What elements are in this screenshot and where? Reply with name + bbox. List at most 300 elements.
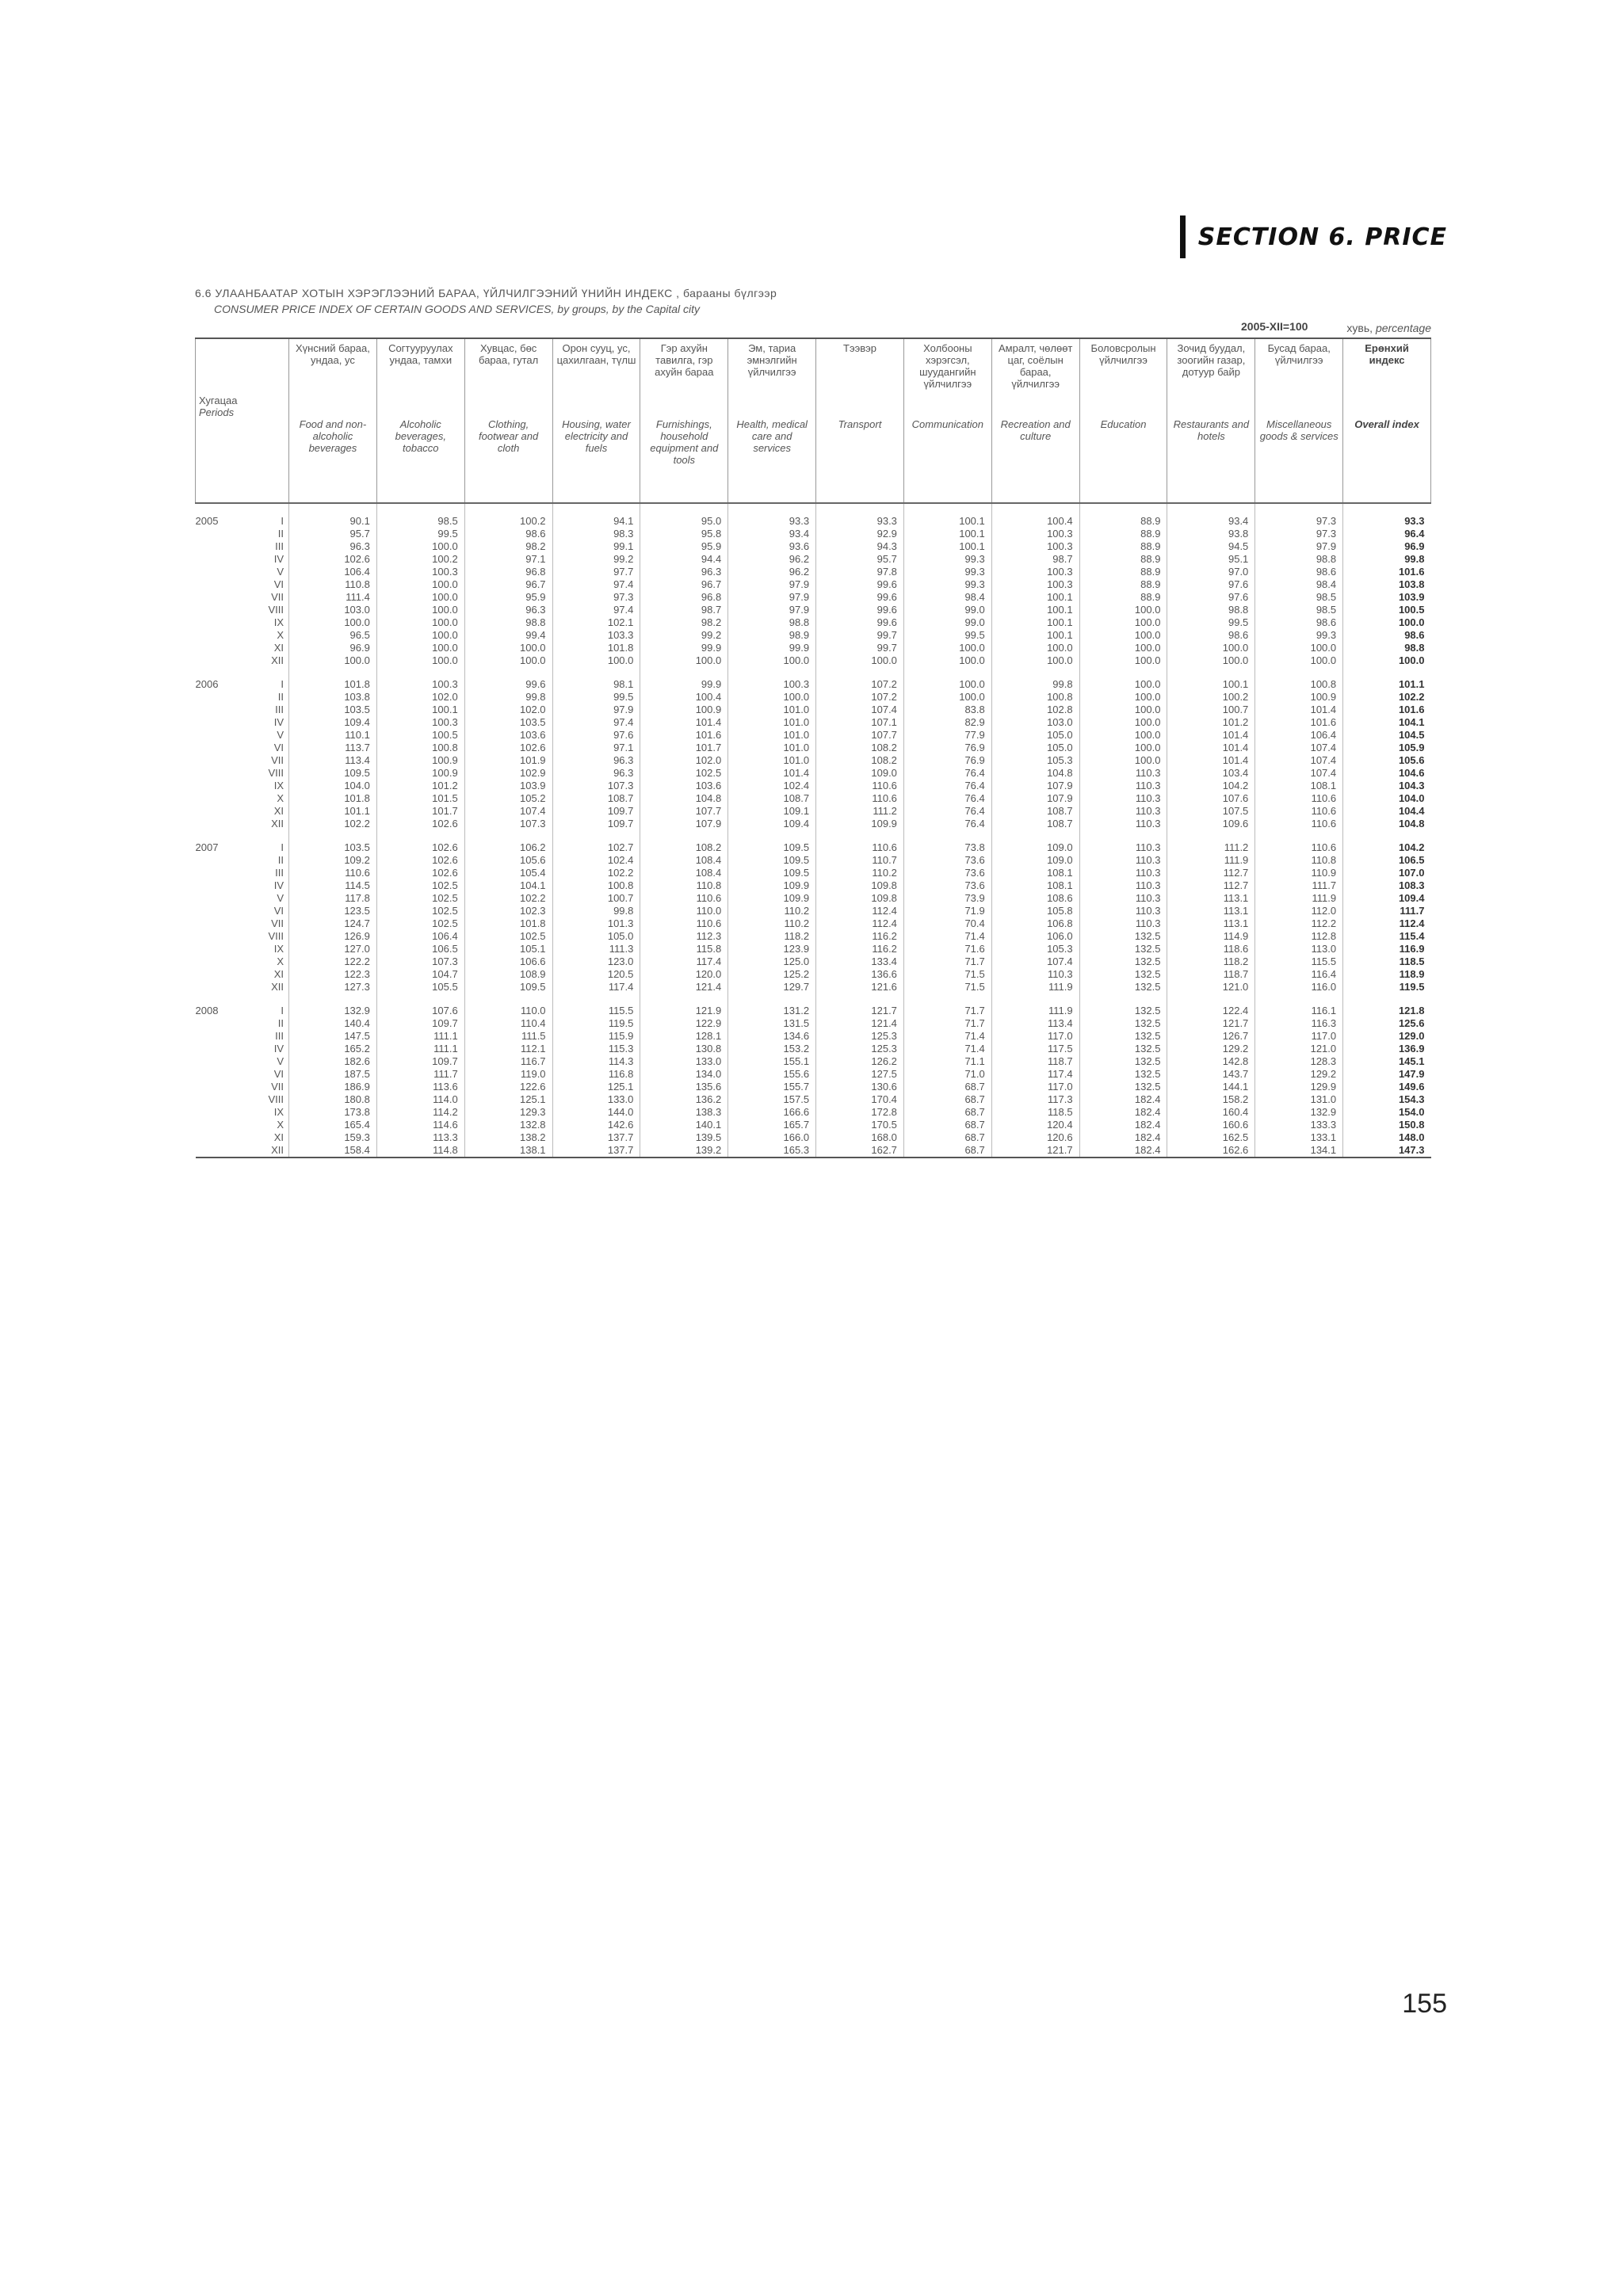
section-header (1180, 215, 1447, 258)
year-cell (196, 691, 258, 704)
value-cell: 100.0 (1079, 716, 1167, 729)
year-cell (196, 729, 258, 742)
value-cell: 76.4 (903, 792, 991, 805)
value-cell: 165.3 (728, 1144, 816, 1158)
value-cell: 99.7 (816, 642, 904, 654)
month-cell: XII (271, 981, 285, 993)
value-cell: 118.2 (728, 930, 816, 943)
value-cell: 100.0 (728, 691, 816, 704)
year-cell (196, 553, 258, 566)
value-cell: 73.6 (903, 879, 991, 892)
value-cell: 109.6 (1167, 818, 1255, 830)
value-cell: 100.3 (991, 578, 1079, 591)
value-cell: 105.4 (464, 867, 552, 879)
value-cell: 77.9 (903, 729, 991, 742)
value-cell: 165.7 (728, 1119, 816, 1131)
month-cell: VIII (268, 930, 285, 942)
caption-mongolian: 6.6 УЛААНБААТАР ХОТЫН ХЭРЭГЛЭЭНИЙ БАРАА, ҮЙЛЧИЛГЭЭНИЙ ҮНИЙН ИНДЕКС , барааны бүлгээр (195, 287, 777, 299)
value-cell: 182.6 (289, 1055, 377, 1068)
value-cell: 100.0 (1079, 691, 1167, 704)
value-cell: 110.6 (816, 780, 904, 792)
value-cell: 138.3 (640, 1106, 728, 1119)
value-cell: 96.2 (728, 553, 816, 566)
value-cell: 110.7 (816, 854, 904, 867)
value-cell: 73.8 (903, 830, 991, 854)
value-cell: 101.4 (640, 716, 728, 729)
value-cell: 100.1 (1167, 667, 1255, 691)
year-cell (196, 654, 258, 667)
year-cell: 2008 (195, 1005, 219, 1016)
table-row (196, 955, 1431, 968)
year-cell (196, 616, 258, 629)
value-cell: 102.5 (376, 879, 464, 892)
overall-index-cell: 116.9 (1343, 943, 1431, 955)
value-cell: 71.5 (903, 968, 991, 981)
value-cell: 100.9 (376, 754, 464, 767)
value-cell: 103.6 (464, 729, 552, 742)
value-cell: 107.2 (816, 667, 904, 691)
value-cell: 102.8 (991, 704, 1079, 716)
value-cell: 98.8 (1255, 553, 1343, 566)
value-cell: 110.3 (1079, 830, 1167, 854)
overall-index-cell: 109.4 (1343, 892, 1431, 905)
value-cell: 106.6 (464, 955, 552, 968)
value-cell: 98.5 (1255, 604, 1343, 616)
value-cell: 99.0 (903, 616, 991, 629)
value-cell: 101.3 (552, 917, 640, 930)
month-cell: XII (258, 1144, 289, 1158)
month-cell: II (277, 528, 285, 540)
value-cell: 114.2 (376, 1106, 464, 1119)
value-cell: 108.2 (640, 830, 728, 854)
value-cell: 102.5 (376, 905, 464, 917)
value-cell: 109.0 (816, 767, 904, 780)
value-cell: 108.6 (991, 892, 1079, 905)
value-cell: 98.4 (903, 591, 991, 604)
value-cell: 132.5 (1079, 1081, 1167, 1093)
value-cell: 99.1 (552, 540, 640, 553)
value-cell: 132.5 (1079, 994, 1167, 1017)
value-cell: 71.7 (903, 1017, 991, 1030)
value-cell: 101.0 (728, 729, 816, 742)
value-cell: 133.3 (1255, 1119, 1343, 1131)
month-cell: III (275, 704, 285, 715)
value-cell: 105.0 (552, 930, 640, 943)
month-cell: X (277, 1119, 285, 1131)
table-row (196, 767, 1431, 780)
value-cell: 102.2 (552, 867, 640, 879)
value-cell: 102.6 (289, 553, 377, 566)
overall-index-cell: 103.8 (1343, 578, 1431, 591)
month-cell: III (275, 867, 285, 879)
column-header-mongolian: Боловсролын үйлчилгээ (1090, 342, 1156, 366)
overall-index-cell: 119.5 (1343, 981, 1431, 994)
value-cell: 139.2 (640, 1144, 728, 1158)
value-cell: 132.5 (1079, 955, 1167, 968)
value-cell: 107.4 (1255, 754, 1343, 767)
overall-index-cell: 106.5 (1343, 854, 1431, 867)
value-cell: 187.5 (289, 1068, 377, 1081)
table-row (196, 742, 1431, 754)
year-cell: 2006 (195, 678, 219, 690)
year-cell (196, 905, 258, 917)
value-cell: 109.0 (991, 830, 1079, 854)
value-cell: 108.1 (991, 867, 1079, 879)
table-header-row (196, 338, 1431, 503)
value-cell: 102.5 (640, 767, 728, 780)
month-cell: II (277, 1017, 285, 1029)
value-cell: 71.4 (903, 1030, 991, 1043)
month-cell: VII (271, 917, 285, 929)
value-cell: 97.9 (552, 704, 640, 716)
value-cell: 117.4 (640, 955, 728, 968)
table-row (196, 879, 1431, 892)
value-cell: 101.8 (464, 917, 552, 930)
value-cell: 101.0 (728, 704, 816, 716)
value-cell: 182.4 (1079, 1106, 1167, 1119)
table-row (196, 604, 1431, 616)
overall-index-cell: 148.0 (1343, 1131, 1431, 1144)
value-cell: 105.3 (991, 943, 1079, 955)
value-cell: 116.4 (1255, 968, 1343, 981)
value-cell: 71.1 (903, 1055, 991, 1068)
value-cell: 108.7 (991, 818, 1079, 830)
value-cell: 110.3 (1079, 792, 1167, 805)
value-cell: 122.4 (1167, 994, 1255, 1017)
value-cell: 138.1 (464, 1144, 552, 1158)
column-header-mongolian: Хувцас, бөс бараа, гутал (479, 342, 539, 366)
overall-index-cell: 112.4 (1343, 917, 1431, 930)
value-cell: 110.9 (1255, 867, 1343, 879)
value-cell: 101.4 (1167, 729, 1255, 742)
table-row (196, 1043, 1431, 1055)
table-row (196, 1131, 1431, 1144)
value-cell: 113.0 (1255, 943, 1343, 955)
year-cell (196, 780, 258, 792)
table-row (196, 818, 1431, 830)
value-cell: 101.6 (640, 729, 728, 742)
table-row (196, 1030, 1431, 1043)
value-cell: 110.6 (640, 917, 728, 930)
value-cell: 107.9 (991, 780, 1079, 792)
value-cell: 137.7 (552, 1144, 640, 1158)
value-cell: 102.4 (728, 780, 816, 792)
value-cell: 109.5 (728, 854, 816, 867)
value-cell: 95.0 (640, 503, 728, 528)
cpi-table (195, 338, 1431, 1158)
year-cell (196, 1017, 258, 1030)
value-cell: 73.9 (903, 892, 991, 905)
value-cell: 110.3 (1079, 867, 1167, 879)
table-row (196, 1068, 1431, 1081)
table-row (196, 830, 1431, 854)
value-cell: 95.9 (464, 591, 552, 604)
value-cell: 121.9 (640, 994, 728, 1017)
value-cell: 108.7 (728, 792, 816, 805)
value-cell: 106.5 (376, 943, 464, 955)
table-row (196, 917, 1431, 930)
value-cell: 107.3 (376, 955, 464, 968)
value-cell: 70.4 (903, 917, 991, 930)
overall-index-cell: 105.6 (1343, 754, 1431, 767)
column-header-english: Overall index (1354, 418, 1419, 430)
overall-index-cell: 125.6 (1343, 1017, 1431, 1030)
value-cell: 100.0 (903, 642, 991, 654)
value-cell: 100.5 (376, 729, 464, 742)
year-cell (196, 1030, 258, 1043)
overall-index-cell: 104.1 (1343, 716, 1431, 729)
value-cell: 102.3 (464, 905, 552, 917)
value-cell: 100.0 (903, 691, 991, 704)
value-cell: 109.7 (376, 1017, 464, 1030)
value-cell: 107.4 (464, 805, 552, 818)
table-row (196, 729, 1431, 742)
value-cell: 110.6 (816, 830, 904, 854)
value-cell: 110.3 (1079, 905, 1167, 917)
value-cell: 132.5 (1079, 981, 1167, 994)
value-cell: 97.8 (816, 566, 904, 578)
overall-index-cell: 108.3 (1343, 879, 1431, 892)
value-cell: 101.0 (728, 742, 816, 754)
value-cell: 99.6 (816, 591, 904, 604)
value-cell: 117.5 (991, 1043, 1079, 1055)
month-cell: IV (273, 716, 285, 728)
value-cell: 114.6 (376, 1119, 464, 1131)
value-cell: 130.6 (816, 1081, 904, 1093)
month-cell: V (277, 566, 285, 578)
value-cell: 158.2 (1167, 1093, 1255, 1106)
value-cell: 123.9 (728, 943, 816, 955)
value-cell: 98.8 (1167, 604, 1255, 616)
column-header (1343, 338, 1431, 503)
year-cell: 2007 (195, 841, 219, 853)
value-cell: 110.3 (991, 968, 1079, 981)
value-cell: 101.4 (1167, 742, 1255, 754)
value-cell: 95.9 (640, 540, 728, 553)
value-cell: 109.4 (728, 818, 816, 830)
value-cell: 111.9 (991, 994, 1079, 1017)
value-cell: 113.1 (1167, 892, 1255, 905)
column-header-mongolian: Тээвэр (843, 342, 876, 354)
column-header-mongolian: Амралт, чөлөөт цаг, соёлын бараа, үйлчилгээ (998, 342, 1073, 390)
value-cell: 107.6 (376, 994, 464, 1017)
value-cell: 100.0 (1079, 642, 1167, 654)
value-cell: 121.4 (640, 981, 728, 994)
year-cell (196, 540, 258, 553)
value-cell: 107.7 (640, 805, 728, 818)
column-header (1255, 338, 1343, 503)
value-cell: 166.0 (728, 1131, 816, 1144)
column-header (1079, 338, 1167, 503)
value-cell: 111.9 (991, 981, 1079, 994)
value-cell: 107.1 (816, 716, 904, 729)
value-cell: 102.6 (464, 742, 552, 754)
value-cell: 107.5 (1167, 805, 1255, 818)
table-row (196, 981, 1431, 994)
value-cell: 101.7 (376, 805, 464, 818)
value-cell: 112.7 (1167, 867, 1255, 879)
value-cell: 100.0 (816, 654, 904, 667)
unit-english: percentage (1375, 322, 1431, 334)
value-cell: 71.5 (903, 981, 991, 994)
value-cell: 98.6 (1167, 629, 1255, 642)
value-cell: 102.0 (640, 754, 728, 767)
value-cell: 119.5 (552, 1017, 640, 1030)
value-cell: 99.8 (464, 691, 552, 704)
value-cell: 100.8 (552, 879, 640, 892)
value-cell: 126.2 (816, 1055, 904, 1068)
overall-index-cell: 149.6 (1343, 1081, 1431, 1093)
value-cell: 125.3 (816, 1043, 904, 1055)
value-cell: 109.1 (728, 805, 816, 818)
value-cell: 97.6 (1167, 591, 1255, 604)
value-cell: 109.8 (816, 892, 904, 905)
value-cell: 160.4 (1167, 1106, 1255, 1119)
value-cell: 100.4 (640, 691, 728, 704)
value-cell: 144.0 (552, 1106, 640, 1119)
month-cell: IX (273, 616, 285, 628)
value-cell: 94.4 (640, 553, 728, 566)
overall-index-cell: 154.0 (1343, 1106, 1431, 1119)
value-cell: 88.9 (1079, 578, 1167, 591)
value-cell: 100.0 (289, 654, 377, 667)
value-cell: 111.7 (376, 1068, 464, 1081)
table-row (196, 654, 1431, 667)
value-cell: 88.9 (1079, 553, 1167, 566)
value-cell: 88.9 (1079, 591, 1167, 604)
value-cell: 106.2 (464, 830, 552, 854)
value-cell: 73.6 (903, 867, 991, 879)
overall-index-cell: 104.4 (1343, 805, 1431, 818)
value-cell: 110.6 (1255, 818, 1343, 830)
value-cell: 159.3 (289, 1131, 377, 1144)
value-cell: 95.8 (640, 528, 728, 540)
value-cell: 110.2 (816, 867, 904, 879)
month-cell: X (277, 792, 285, 804)
value-cell: 103.5 (289, 830, 377, 854)
value-cell: 166.6 (728, 1106, 816, 1119)
overall-index-cell: 100.5 (1343, 604, 1431, 616)
value-cell: 68.7 (903, 1144, 991, 1158)
value-cell: 111.2 (1167, 830, 1255, 854)
value-cell: 109.7 (376, 1055, 464, 1068)
column-header (728, 338, 816, 503)
value-cell: 136.6 (816, 968, 904, 981)
value-cell: 121.6 (816, 981, 904, 994)
column-header-english: Recreation and culture (1000, 418, 1071, 442)
value-cell: 108.4 (640, 867, 728, 879)
value-cell: 101.4 (1167, 754, 1255, 767)
value-cell: 182.4 (1079, 1093, 1167, 1106)
value-cell: 170.5 (816, 1119, 904, 1131)
column-header-english: Health, medical care and services (736, 418, 808, 454)
year-cell (196, 968, 258, 981)
value-cell: 101.7 (640, 742, 728, 754)
value-cell: 100.1 (991, 604, 1079, 616)
value-cell: 110.3 (1079, 780, 1167, 792)
value-cell: 97.9 (728, 604, 816, 616)
value-cell: 68.7 (903, 1093, 991, 1106)
month-cell: XI (273, 968, 285, 980)
overall-index-cell: 93.3 (1343, 503, 1431, 528)
value-cell: 100.0 (991, 642, 1079, 654)
overall-index-cell: 104.2 (1343, 830, 1431, 854)
value-cell: 117.0 (991, 1081, 1079, 1093)
value-cell: 76.4 (903, 818, 991, 830)
value-cell: 168.0 (816, 1131, 904, 1144)
value-cell: 123.5 (289, 905, 377, 917)
year-cell (196, 591, 258, 604)
value-cell: 102.6 (376, 830, 464, 854)
overall-index-cell: 102.2 (1343, 691, 1431, 704)
value-cell: 103.0 (991, 716, 1079, 729)
value-cell: 126.7 (1167, 1030, 1255, 1043)
value-cell: 96.2 (728, 566, 816, 578)
year-cell (196, 955, 258, 968)
value-cell: 98.5 (376, 503, 464, 528)
value-cell: 104.2 (1167, 780, 1255, 792)
value-cell: 100.3 (376, 667, 464, 691)
value-cell: 105.1 (464, 943, 552, 955)
table-row (196, 867, 1431, 879)
value-cell: 109.9 (728, 892, 816, 905)
value-cell: 99.2 (640, 629, 728, 642)
value-cell: 113.4 (991, 1017, 1079, 1030)
value-cell: 71.4 (903, 1043, 991, 1055)
value-cell: 110.0 (640, 905, 728, 917)
value-cell: 100.0 (1079, 754, 1167, 767)
value-cell: 113.1 (1167, 905, 1255, 917)
value-cell: 82.9 (903, 716, 991, 729)
value-cell: 76.9 (903, 754, 991, 767)
value-cell: 100.0 (1079, 654, 1167, 667)
value-cell: 111.1 (376, 1043, 464, 1055)
year-cell (196, 1081, 258, 1093)
overall-index-cell: 115.4 (1343, 930, 1431, 943)
value-cell: 140.4 (289, 1017, 377, 1030)
value-cell: 129.3 (464, 1106, 552, 1119)
value-cell: 107.4 (816, 704, 904, 716)
year-cell (196, 1119, 258, 1131)
value-cell: 104.0 (289, 780, 377, 792)
value-cell: 96.7 (640, 578, 728, 591)
period-column-header (196, 338, 289, 503)
column-header (816, 338, 904, 503)
value-cell: 121.7 (1167, 1017, 1255, 1030)
value-cell: 112.4 (816, 905, 904, 917)
value-cell: 114.0 (376, 1093, 464, 1106)
value-cell: 110.6 (289, 867, 377, 879)
value-cell: 99.3 (903, 566, 991, 578)
year-cell (196, 578, 258, 591)
value-cell: 155.1 (728, 1055, 816, 1068)
page-number: 155 (1402, 1989, 1447, 2019)
value-cell: 125.1 (464, 1093, 552, 1106)
table-row (196, 642, 1431, 654)
table-row (196, 1119, 1431, 1131)
value-cell: 100.1 (903, 540, 991, 553)
value-cell: 96.8 (464, 566, 552, 578)
value-cell: 106.4 (289, 566, 377, 578)
value-cell: 108.9 (464, 968, 552, 981)
value-cell: 88.9 (1079, 503, 1167, 528)
column-header-mongolian: Хүнсний бараа, ундаа, ус (296, 342, 370, 366)
value-cell: 147.5 (289, 1030, 377, 1043)
value-cell: 99.3 (903, 578, 991, 591)
value-cell: 136.2 (640, 1093, 728, 1106)
table-row (196, 1055, 1431, 1068)
overall-index-cell: 129.0 (1343, 1030, 1431, 1043)
